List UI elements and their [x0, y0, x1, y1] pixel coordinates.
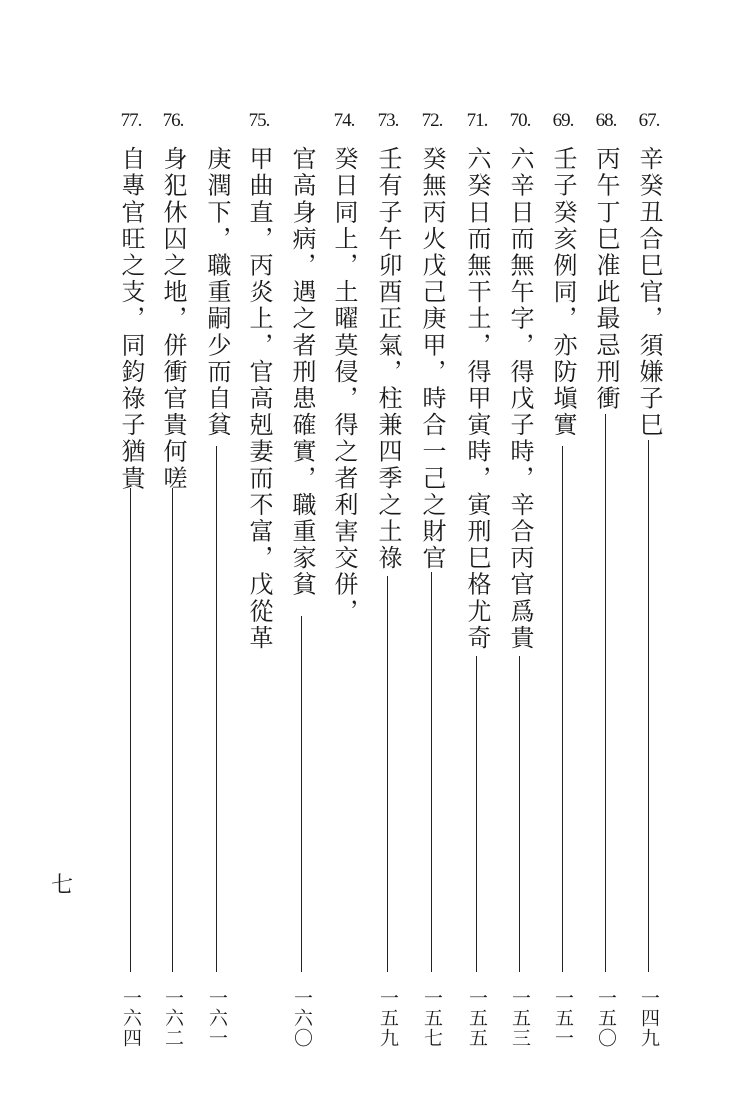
entry-76: [153, 0, 193, 1097]
page-number: 一五九: [377, 988, 399, 1048]
entry-number: 77.: [120, 110, 142, 131]
entry-number: 73.: [377, 110, 399, 131]
leader-line: [301, 616, 302, 972]
leader-line: [476, 656, 477, 972]
leader-line: [562, 446, 563, 972]
entry-75-continuation: [197, 0, 237, 1097]
entry-73: [368, 0, 408, 1097]
entry-68: [586, 0, 626, 1097]
entry-text: 六辛日而無午字，得戊子時，辛合丙官爲貴: [506, 146, 534, 652]
page-number: 一四九: [638, 988, 660, 1048]
entry-number: 71.: [466, 110, 488, 131]
page-number: 一六一: [206, 988, 228, 1048]
leader-line: [648, 440, 649, 972]
page-number: 一五七: [421, 988, 443, 1048]
entry-number: 76.: [162, 110, 184, 131]
entry-number: 70.: [509, 110, 531, 131]
entry-67: [629, 0, 669, 1097]
leader-line: [172, 488, 173, 972]
folio-page-number: 七: [50, 873, 73, 898]
entry-69: [543, 0, 583, 1097]
page-number: 一五五: [466, 988, 488, 1048]
page-number: 一六二: [162, 988, 184, 1048]
leader-line: [387, 576, 388, 972]
entry-text: 壬子癸亥例同，亦防塡實: [549, 146, 577, 439]
entry-text: 六癸日而無干土，得甲寅時，寅刑巳格尤奇: [463, 146, 491, 652]
entry-number: 67.: [638, 110, 660, 131]
leader-line: [431, 572, 432, 972]
entry-number: 75.: [248, 110, 270, 131]
leader-line: [130, 488, 131, 972]
entry-text-continuation: 庚潤下，職重嗣少而自貧: [203, 146, 231, 439]
entry-text: 辛癸丑合巳官，須嫌子巳: [635, 146, 663, 439]
entry-74: [324, 0, 364, 1097]
entry-number: 74.: [333, 110, 355, 131]
page-number: 一六四: [120, 988, 142, 1048]
entry-text-continuation: 官高身病，遇之者刑患確實，職重家貧: [288, 146, 316, 599]
page-number: 一五〇: [595, 988, 617, 1048]
leader-line: [519, 656, 520, 972]
entry-text: 身犯休囚之地，併衝官貴何嗟: [159, 146, 187, 492]
entry-number: 72.: [421, 110, 443, 131]
entry-number: 69.: [552, 110, 574, 131]
entry-text: 丙午丁巳准此最忌刑衝: [592, 146, 620, 412]
entry-text: 甲曲直，丙炎上，官高剋妻而不富，戊從革: [245, 146, 273, 652]
leader-line: [216, 446, 217, 972]
entry-72: [412, 0, 452, 1097]
page-number: 一六〇: [291, 988, 313, 1048]
leader-line: [605, 414, 606, 972]
entry-70: [500, 0, 540, 1097]
entry-text: 壬有子午卯酉正氣，柱兼四季之土祿: [374, 146, 402, 572]
entry-text: 癸無丙火戊己庚甲，時合一己之財官: [418, 146, 446, 572]
entry-74-continuation: [282, 0, 322, 1097]
entry-text: 自專官旺之支，同鈞祿子猶貴: [117, 146, 145, 492]
page-number: 一五三: [509, 988, 531, 1048]
entry-75: [239, 0, 279, 1097]
entry-number: 68.: [595, 110, 617, 131]
entry-77: [111, 0, 151, 1097]
entry-text: 癸日同上，土曜莫侵，得之者利害交併，: [330, 146, 358, 625]
entry-71: [457, 0, 497, 1097]
page-number: 一五一: [552, 988, 574, 1048]
